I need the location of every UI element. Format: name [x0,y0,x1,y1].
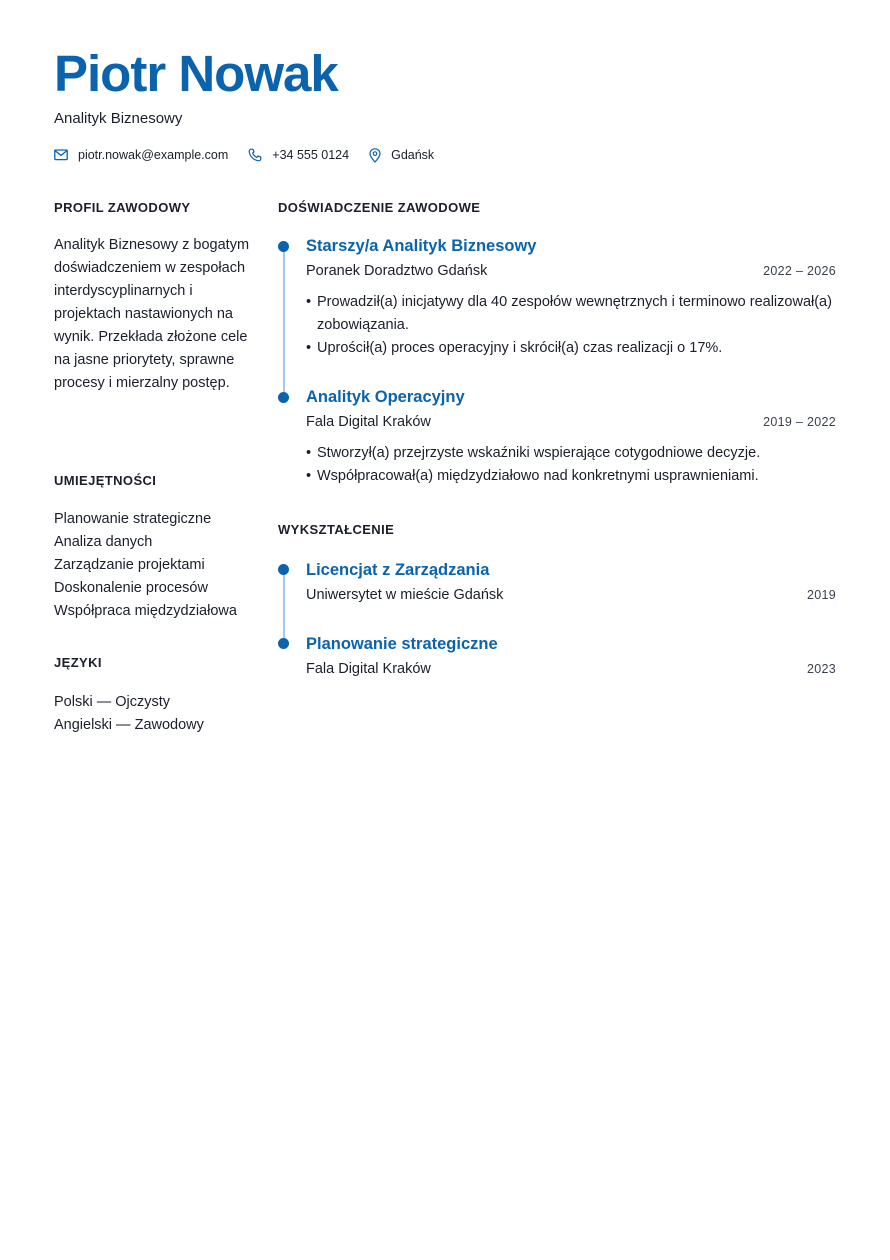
company-name: Fala Digital Kraków [306,414,431,430]
phone-text: +34 555 0124 [272,148,350,162]
achievement-item: • Współpracował(a) międzydziałowo nad konkretnymi usprawnieniami. [306,465,836,488]
candidate-role: Analityk Biznesowy [54,110,183,127]
contact-location [369,146,434,164]
achievement-list [306,291,836,360]
timeline-dot [278,241,289,252]
phone-icon [248,148,262,162]
skill-item: Planowanie strategiczne [54,511,212,527]
mail-icon [54,149,68,161]
education-timeline-line [283,569,285,643]
contact-bar [54,146,454,164]
experience-timeline-line [283,246,285,397]
skill-item: Współpraca międzydziałowa [54,603,237,619]
graduation-year: 2019 [806,588,836,602]
skills-section-title: UMIEJĘTNOŚCI [54,473,157,488]
date-range: 2019 – 2022 [763,415,836,429]
contact-email[interactable] [54,146,228,164]
location-text: Gdańsk [391,148,435,162]
degree-title: Planowanie strategiczne [306,635,498,653]
email-text: piotr.nowak@example.com [78,148,229,162]
company-name: Poranek Doradztwo Gdańsk [306,263,488,279]
achievement-list [306,442,836,488]
institution-name: Uniwersytet w mieście Gdańsk [306,587,504,603]
timeline-dot [278,564,289,575]
job-title: Analityk Operacyjny [306,388,465,406]
education-entry [306,633,836,678]
candidate-name: Piotr Nowak [54,45,338,102]
job-title: Starszy/a Analityk Biznesowy [306,237,537,255]
languages-list [54,691,204,737]
languages-section-title: JĘZYKI [54,655,102,670]
date-range: 2022 – 2026 [763,264,836,278]
institution-name: Fala Digital Kraków [306,661,431,677]
degree-title: Licencjat z Zarządzania [306,561,490,579]
skill-item: Doskonalenie procesów [54,580,208,596]
profile-summary: Analityk Biznesowy z bogatym doświadczeniem w zespołach interdyscyplinarnych i projektach nastawionych na wynik. Przekłada złożone cele na jasne priorytety, sprawne procesy i mierzalny postęp. [54,237,250,391]
education-section-title: WYKSZTAŁCENIE [278,522,395,537]
skills-list [54,508,237,623]
education-entry [306,559,836,604]
skill-item: Analiza danych [54,534,153,550]
experience-section-title: DOŚWIADCZENIE ZAWODOWE [278,200,481,215]
achievement-item: • Uprościł(a) proces operacyjny i skrócił(a) czas realizacji o 17%. [306,337,836,360]
timeline-dot [278,638,289,649]
experience-entry [306,386,836,488]
location-pin-icon [369,148,381,163]
achievement-item: • Prowadził(a) inicjatywy dla 40 zespołów wewnętrznych i terminowo realizował(a) zobowiązania. [306,291,836,337]
language-item: Polski — Ojczysty [54,694,171,710]
contact-phone[interactable] [248,146,349,164]
timeline-dot [278,392,289,403]
graduation-year: 2023 [806,662,836,676]
experience-entry [306,235,836,360]
language-item: Angielski — Zawodowy [54,717,204,733]
skill-item: Zarządzanie projektami [54,557,205,573]
achievement-item: • Stworzył(a) przejrzyste wskaźniki wspierające cotygodniowe decyzje. [306,442,836,465]
profile-section-title: PROFIL ZAWODOWY [54,200,191,215]
